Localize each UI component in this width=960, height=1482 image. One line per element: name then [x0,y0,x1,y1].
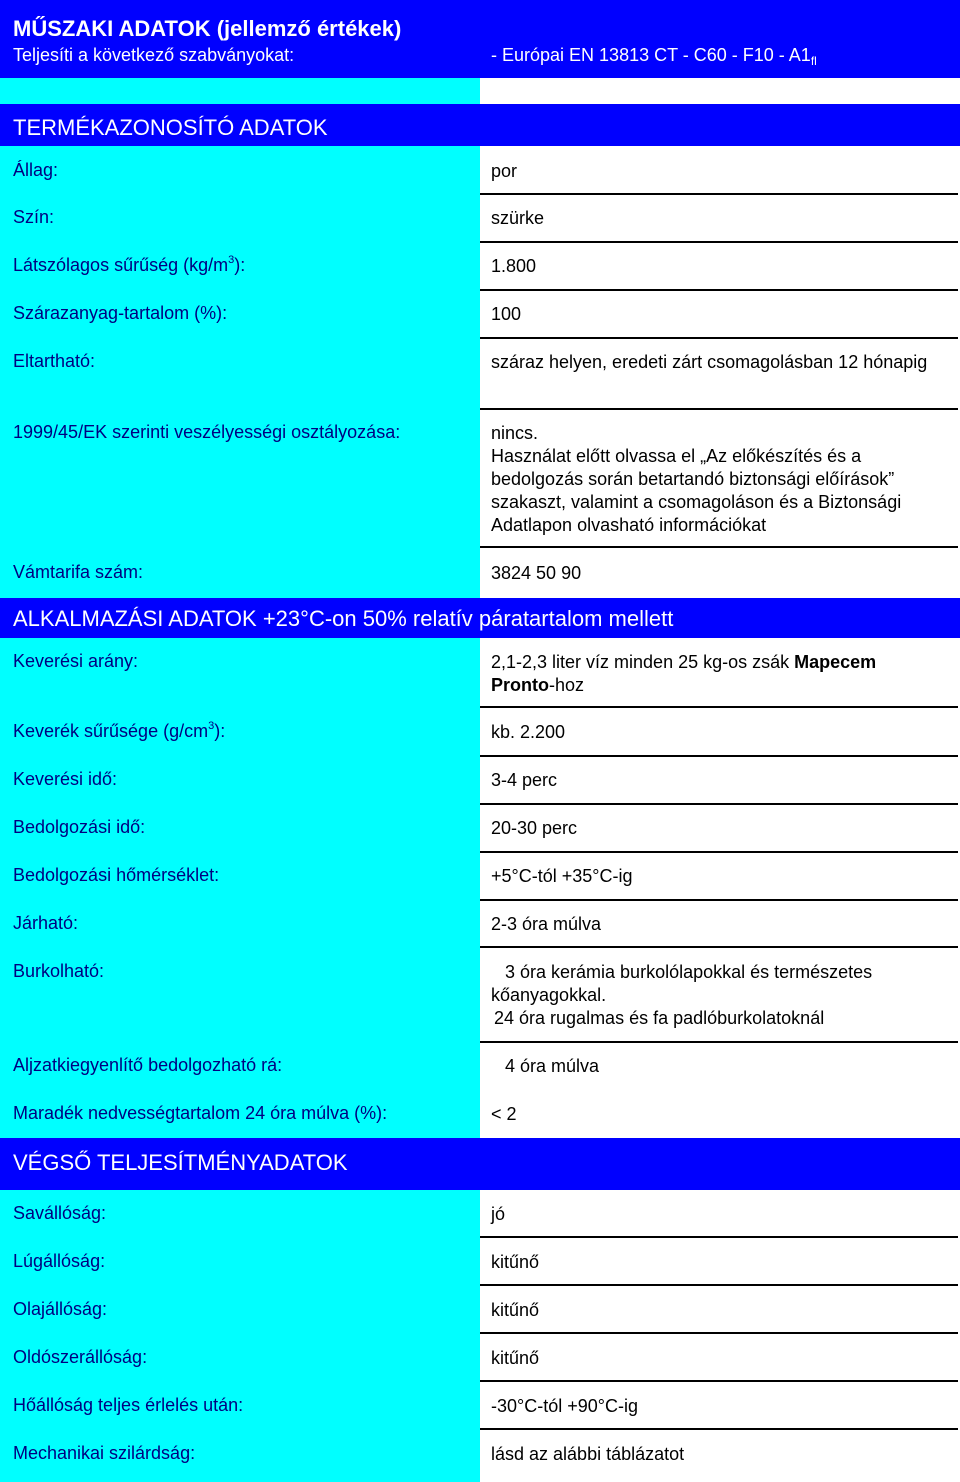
standards-value-subscript: fl [810,54,817,68]
label-szin: Szín: [13,207,55,227]
standards-value-text: - Európai EN 13813 CT - C60 - F10 - A1 [491,45,811,65]
value-veszelyesseg-line1: nincs. [491,423,539,443]
divider [480,408,958,410]
label-aljzat: Aljzatkiegyenlítő bedolgozható rá: [13,1055,283,1075]
section-header-application [0,598,960,638]
value-mechanikai: lásd az alábbi táblázatot [491,1444,685,1464]
label-veszelyesseg: 1999/45/EK szerinti veszélyességi osztályozása: [13,422,401,442]
value-keveresi-ido: 3-4 perc [491,770,558,790]
value-keveresi-arany [491,651,931,697]
value-homerseklet: +5°C-tól +35°C-ig [491,866,633,886]
label-suruseg-sup: 3 [228,254,235,266]
divider [480,1332,958,1334]
value-burkolhato-line1: 3 óra kerámia burkolólapokkal és természetes kőanyagokkal. [491,962,873,1005]
value-suruseg: 1.800 [491,256,537,276]
divider [480,1236,958,1238]
label-keverek-suruseg [13,721,225,742]
value-arany-brand1: Mapecem [794,652,877,672]
value-veszelyesseg [491,422,931,537]
standards-value [491,45,817,66]
value-maradek: < 2 [491,1104,517,1124]
value-allag: por [491,161,518,181]
value-arany-text: 2,1-2,3 liter víz minden 25 kg-os zsák [491,652,795,672]
divider [480,337,958,339]
divider [480,803,958,805]
section-title: TERMÉKAZONOSÍTÓ ADATOK [13,115,328,140]
label-keveresi-arany: Keverési arány: [13,651,139,671]
value-szarazanyag: 100 [491,304,522,324]
value-oldoszerallosag: kitűnő [491,1348,540,1368]
value-arany-brand2: Pronto [491,675,549,695]
label-suruseg [13,255,245,276]
divider [480,1041,958,1043]
label-oldoszerallosag: Oldószerállóság: [13,1347,148,1367]
label-hoallosag: Hőállóság teljes érlelés után: [13,1395,244,1415]
value-burkolhato [491,961,931,1030]
value-jarhato: 2-3 óra múlva [491,914,602,934]
value-lugallosag: kitűnő [491,1252,540,1272]
value-aljzat: 4 óra múlva [505,1056,600,1076]
section-header-final [0,1138,960,1190]
divider [480,755,958,757]
value-olajallosag: kitűnő [491,1300,540,1320]
label-bedolgozasi-ido: Bedolgozási idő: [13,817,146,837]
label-keveresi-ido: Keverési idő: [13,769,118,789]
divider [480,851,958,853]
label-eltarthato: Eltartható: [13,351,96,371]
value-arany-suffix: -hoz [549,675,585,695]
label-savallosag: Savállóság: [13,1203,107,1223]
label-suruseg-a: Látszólagos sűrűség (kg/m [13,255,229,275]
label-keverek-b: ): [214,721,226,741]
page-title: MŰSZAKI ADATOK (jellemző értékek) [13,16,402,41]
divider [480,946,958,948]
value-veszelyesseg-note: Használat előtt olvassa el „Az előkészítés és a bedolgozás során betartandó biztonsági előírások” szakaszt, valamint a csomagoláson és a Biztonsági Adatlapon olvasható információkat [491,446,902,535]
label-vamtarifa: Vámtarifa szám: [13,562,144,582]
section-title: VÉGSŐ TELJESÍTMÉNYADATOK [13,1150,348,1175]
label-suruseg-b: ): [234,255,246,275]
label-szarazanyag: Szárazanyag-tartalom (%): [13,303,228,323]
header-bar [0,0,960,78]
divider [480,241,958,243]
value-hoallosag: -30°C-tól +90°C-ig [491,1396,638,1416]
divider [480,1428,958,1430]
label-jarhato: Járható: [13,913,79,933]
divider [480,193,958,195]
value-vamtarifa: 3824 50 90 [491,563,582,583]
divider [480,899,958,901]
value-burkolhato-line2: 24 óra rugalmas és fa padlóburkolatoknál [494,1008,825,1028]
label-burkolhato: Burkolható: [13,961,105,981]
label-maradek: Maradék nedvességtartalom 24 óra múlva (%): [13,1103,388,1123]
value-eltarthato: száraz helyen, eredeti zárt csomagolásban 12 hónapig [491,352,928,372]
label-lugallosag: Lúgállóság: [13,1251,106,1271]
label-mechanikai: Mechanikai szilárdság: [13,1443,196,1463]
divider [480,706,958,708]
value-bedolgozasi-ido: 20-30 perc [491,818,578,838]
divider [480,1380,958,1382]
label-olajallosag: Olajállóság: [13,1299,108,1319]
section-title: ALKALMAZÁSI ADATOK +23°C-on 50% relatív páratartalom mellett [13,606,674,631]
label-keverek-sup: 3 [208,720,215,732]
section-header-identification [0,104,960,146]
divider [480,1284,958,1286]
value-keverek-suruseg: kb. 2.200 [491,722,566,742]
standards-label: Teljesíti a következő szabványokat: [13,45,295,65]
label-keverek-a: Keverék sűrűsége (g/cm [13,721,209,741]
value-savallosag: jó [491,1204,506,1224]
value-szin: szürke [491,208,545,228]
divider [480,289,958,291]
divider [480,546,958,548]
label-homerseklet: Bedolgozási hőmérséklet: [13,865,220,885]
label-allag: Állag: [13,160,59,180]
